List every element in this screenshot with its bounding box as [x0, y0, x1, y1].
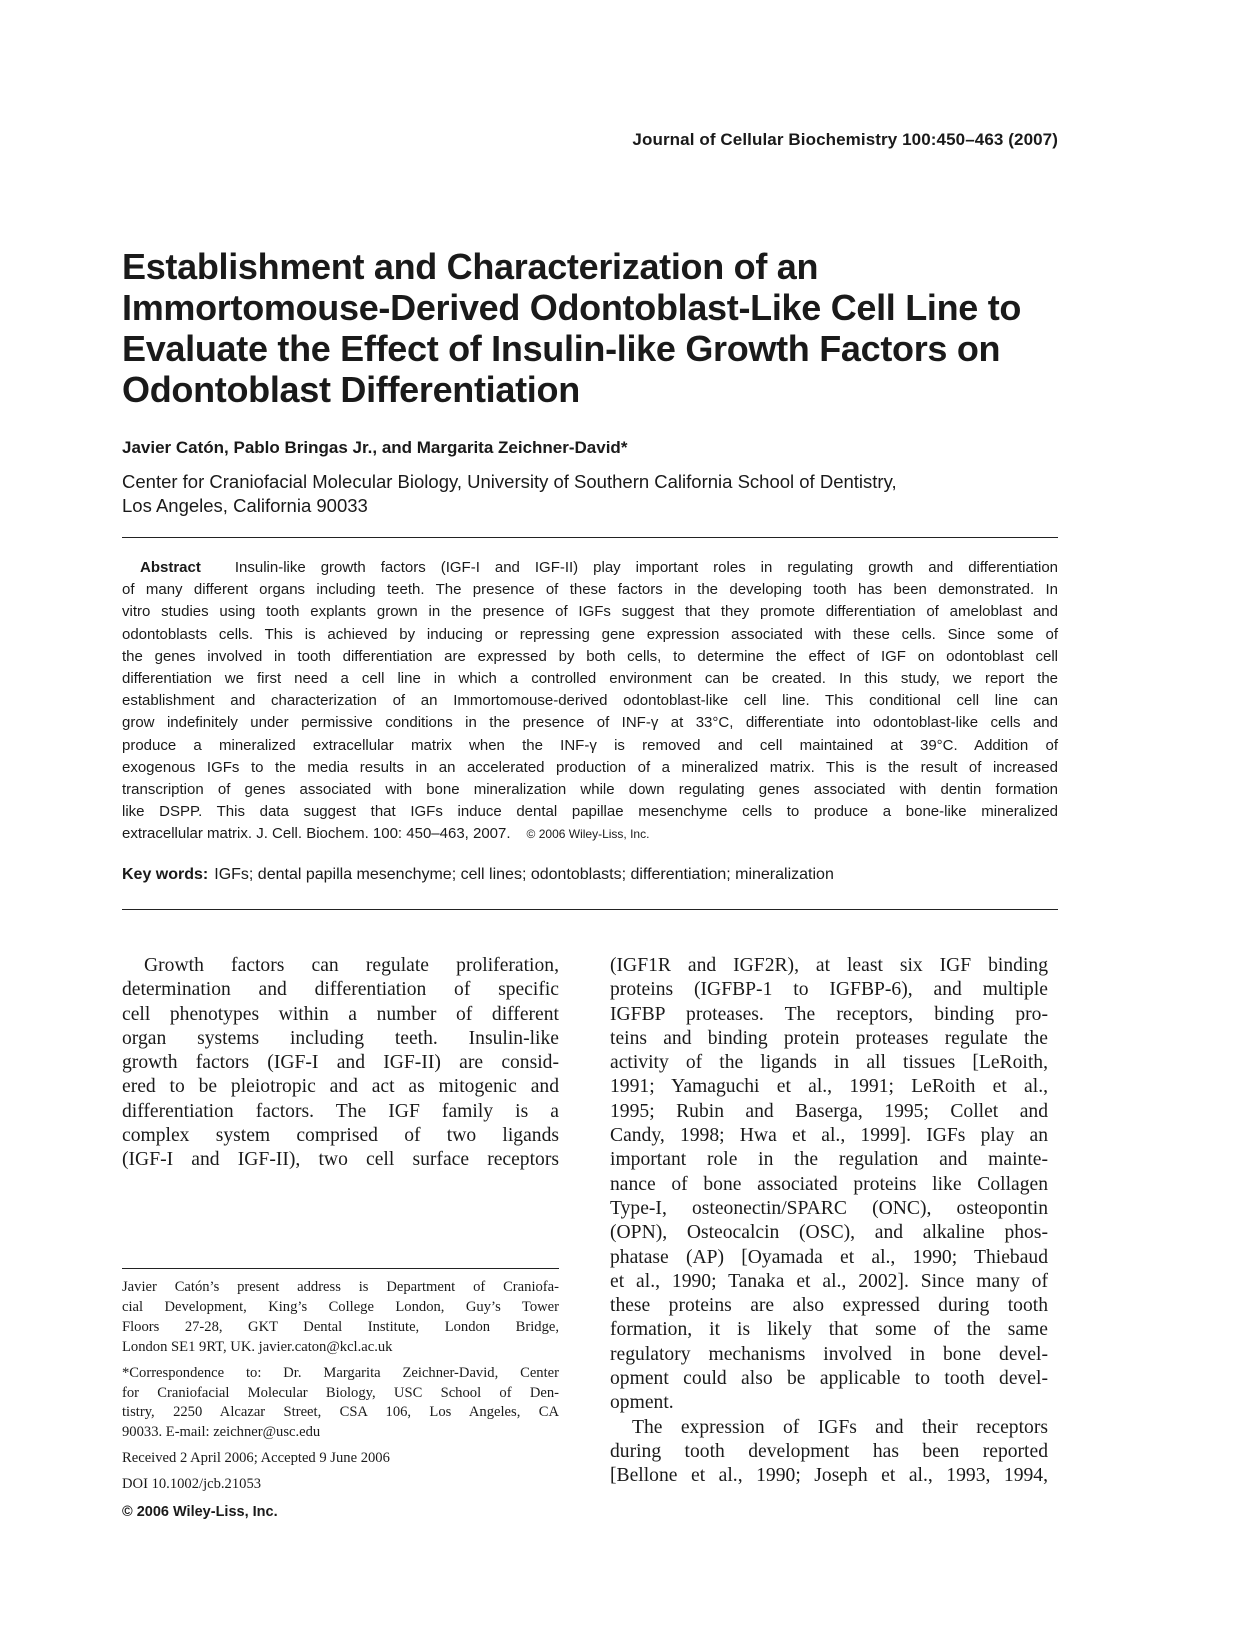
body-line: these proteins are also expressed during tooth	[610, 1295, 1048, 1317]
abstract-line: produce a mineralized extracellular matrix when the INF-γ is removed and cell maintained at 39°C. Addition of	[122, 736, 1058, 754]
keywords-text: IGFs; dental papilla mesenchyme; cell lines; odontoblasts; differentiation; mineralization	[214, 866, 834, 883]
body-line: cell phenotypes within a number of different	[122, 1003, 559, 1025]
title-line: Evaluate the Effect of Insulin-like Growth Factors on	[122, 328, 1001, 369]
footnote-received: Received 2 April 2006; Accepted 9 June 2006	[122, 1450, 390, 1467]
body-column-right	[610, 954, 1048, 1489]
abstract-text: Insulin-like growth factors (IGF-I and IGF-II) play important roles in regulating growth and differentiation	[234, 559, 1058, 576]
footnote-line: London SE1 9RT, UK. javier.caton@kcl.ac.uk	[122, 1338, 393, 1355]
body-line: growth factors (IGF-I and IGF-II) are consid-	[122, 1052, 559, 1074]
body-line: complex system comprised of two ligands	[122, 1125, 559, 1147]
body-line: teins and binding protein proteases regulate the	[610, 1027, 1048, 1049]
body-line: proteins (IGFBP-1 to IGFBP-6), and multiple	[610, 979, 1048, 1001]
abstract-line: vitro studies using tooth explants grown in the presence of IGFs suggest that they promote differentiation of ameloblast and	[122, 603, 1058, 621]
body-line: [Bellone et al., 1990; Joseph et al., 1993, 1994,	[610, 1465, 1048, 1487]
divider-bottom	[122, 909, 1058, 910]
affiliation	[122, 470, 1082, 518]
keywords-label: Key words:	[122, 866, 209, 883]
abstract-text: extracellular matrix. J. Cell. Biochem. 100: 450–463, 2007.	[122, 825, 511, 843]
footnote-present-address	[122, 1278, 559, 1358]
body-line: et al., 1990; Tanaka et al., 2002]. Since many of	[610, 1270, 1048, 1292]
body-line: The expression of IGFs and their receptors	[632, 1416, 1048, 1438]
body-line: phatase (AP) [Oyamada et al., 1990; Thiebaud	[610, 1246, 1048, 1268]
body-line: during tooth development has been reported	[610, 1440, 1048, 1462]
abstract-line: establishment and characterization of an Immortomouse-derived odontoblast-like cell line. This conditional cell line can	[122, 692, 1058, 710]
footnote-doi: DOI 10.1002/jcb.21053	[122, 1476, 262, 1493]
body-line: formation, it is likely that some of the same	[610, 1319, 1048, 1341]
body-line: activity of the ligands in all tissues [LeRoith,	[610, 1052, 1048, 1074]
abstract-line: grow indefinitely under permissive conditions in the presence of INF-γ at 33°C, differentiate into odontoblast-like cells and	[122, 714, 1058, 732]
abstract-line: differentiation we first need a cell line in which a controlled environment can be created. In this study, we report the	[122, 670, 1058, 688]
journal-citation: Journal of Cellular Biochemistry 100:450–463 (2007)	[632, 130, 1058, 149]
body-line: 1995; Rubin and Baserga, 1995; Collet and	[610, 1100, 1048, 1122]
body-line: Type-I, osteonectin/SPARC (ONC), osteopontin	[610, 1197, 1048, 1219]
body-line: regulatory mechanisms involved in bone devel-	[610, 1343, 1048, 1365]
body-line: Growth factors can regulate proliferation,	[144, 955, 559, 976]
abstract-line: transcription of genes associated with bone mineralization while down regulating genes associated with dentin formation	[122, 781, 1058, 799]
body-line: (IGF1R and IGF2R), at least six IGF binding	[610, 955, 1048, 976]
abstract-copyright: © 2006 Wiley-Liss, Inc.	[526, 827, 650, 842]
footnote-line: *Correspondence to: Dr. Margarita Zeichner-David, Center	[122, 1364, 559, 1381]
body-line: IGFBP proteases. The receptors, binding pro-	[610, 1003, 1048, 1025]
footnote-divider	[122, 1268, 559, 1269]
footnote-correspondence	[122, 1364, 559, 1444]
footnote-copyright: © 2006 Wiley-Liss, Inc.	[122, 1504, 278, 1521]
body-line: ered to be pleiotropic and act as mitogenic and	[122, 1076, 559, 1098]
footnote-line: for Craniofacial Molecular Biology, USC School of Den-	[122, 1384, 559, 1401]
body-line: determination and differentiation of specific	[122, 979, 559, 1001]
footnote-line: tistry, 2250 Alcazar Street, CSA 106, Los Angeles, CA	[122, 1404, 559, 1421]
body-line: (IGF-I and IGF-II), two cell surface receptors	[122, 1149, 559, 1171]
title-line: Establishment and Characterization of an	[122, 246, 819, 287]
body-column-left	[122, 954, 559, 1173]
article-title	[122, 246, 1122, 410]
divider-top	[122, 537, 1058, 538]
title-line: Immortomouse-Derived Odontoblast-Like Cell Line to	[122, 287, 1022, 328]
title-line: Odontoblast Differentiation	[122, 369, 580, 410]
body-line: 1991; Yamaguchi et al., 1991; LeRoith et al.,	[610, 1076, 1048, 1098]
body-line: differentiation factors. The IGF family is a	[122, 1100, 559, 1122]
abstract-line: odontoblasts cells. This is achieved by inducing or repressing gene expression associated with these cells. Since some of	[122, 625, 1058, 643]
footnote-line: Floors 27-28, GKT Dental Institute, London Bridge,	[122, 1318, 559, 1335]
abstract-line	[122, 823, 1058, 845]
affiliation-line: Center for Craniofacial Molecular Biology, University of Southern California School of Dentistry,	[122, 471, 897, 492]
body-line: important role in the regulation and mainte-	[610, 1149, 1048, 1171]
abstract	[122, 557, 1058, 846]
body-line: Candy, 1998; Hwa et al., 1999]. IGFs play an	[610, 1125, 1048, 1147]
abstract-line: exogenous IGFs to the media results in an accelerated production of a mineralized matrix. This is the result of increased	[122, 758, 1058, 776]
footnotes	[122, 1278, 559, 1523]
abstract-label: Abstract	[140, 559, 201, 576]
body-line: nance of bone associated proteins like Collagen	[610, 1173, 1048, 1195]
abstract-line: like DSPP. This data suggest that IGFs induce dental papillae mesenchyme cells to produce a bone-like mineralized	[122, 803, 1058, 821]
footnote-line: 90033. E-mail: zeichner@usc.edu	[122, 1424, 321, 1441]
body-line: organ systems including teeth. Insulin-like	[122, 1027, 559, 1049]
body-line: opment could also be applicable to tooth devel-	[610, 1368, 1048, 1390]
body-line: opment.	[610, 1392, 674, 1414]
affiliation-line: Los Angeles, California 90033	[122, 495, 368, 516]
footnote-line: cial Development, King’s College London, Guy’s Tower	[122, 1298, 559, 1315]
footnote-line: Javier Catón’s present address is Department of Craniofa-	[122, 1279, 559, 1295]
keywords	[122, 866, 1058, 884]
body-line: (OPN), Osteocalcin (OSC), and alkaline phos-	[610, 1222, 1048, 1244]
abstract-line: the genes involved in tooth differentiation are expressed by both cells, to determine the effect of IGF on odontoblast cell	[122, 647, 1058, 665]
abstract-line	[122, 557, 1058, 579]
abstract-line: of many different organs including teeth. The presence of these factors in the developing tooth has been demonstrated. In	[122, 581, 1058, 599]
author-list: Javier Catón, Pablo Bringas Jr., and Margarita Zeichner-David*	[122, 438, 628, 457]
